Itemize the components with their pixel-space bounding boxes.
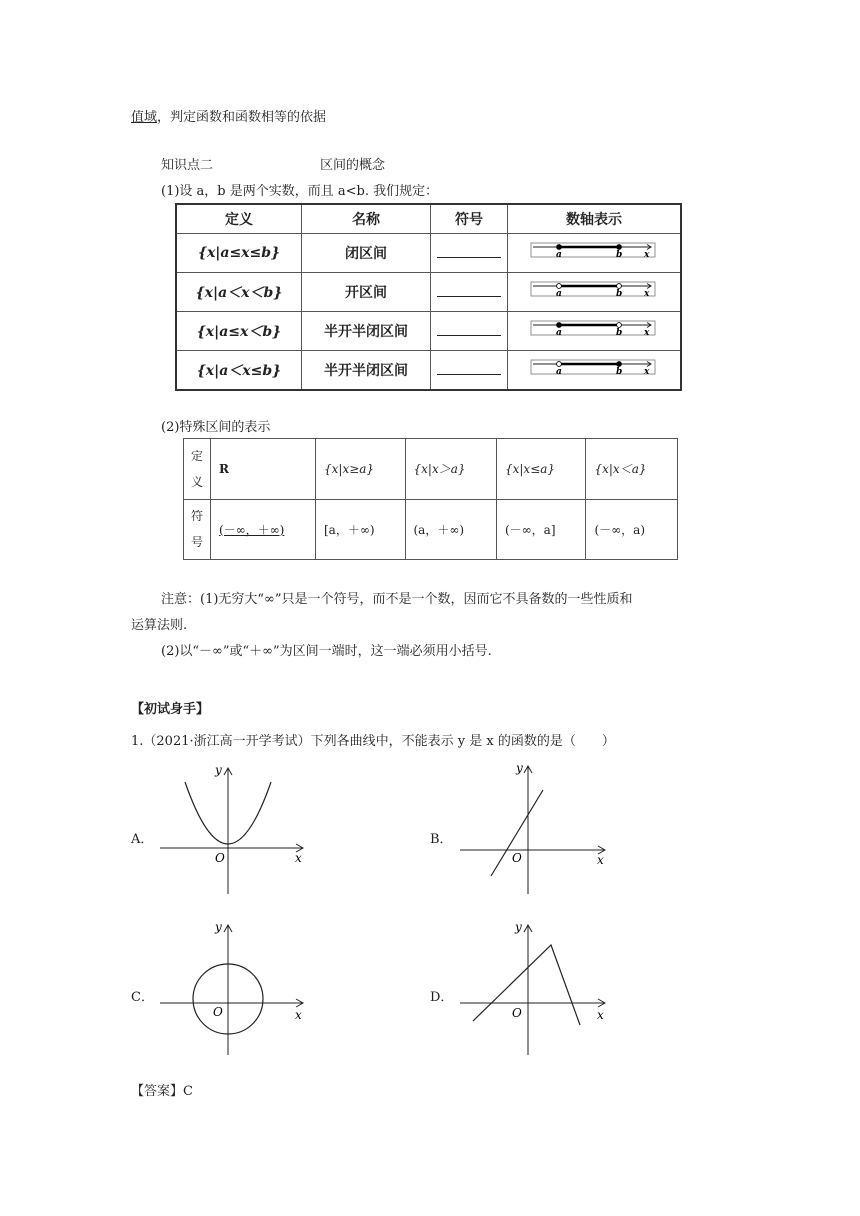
number-line	[529, 240, 659, 262]
number-line	[529, 279, 659, 301]
endpoint-b	[617, 323, 622, 328]
origin-label: O	[512, 851, 522, 865]
origin-label: O	[215, 851, 225, 865]
kp2-label: 知识点二	[161, 158, 214, 173]
table-row	[176, 273, 681, 312]
row-name: 闭区间	[302, 234, 431, 273]
label-b: b	[616, 328, 623, 338]
special-interval-table	[183, 438, 678, 560]
sym-cell: (－∞，＋∞)	[211, 499, 316, 560]
x-axis-label: x	[597, 1008, 604, 1022]
row-set: {x|a＜x≤b}	[176, 351, 302, 391]
number-line	[529, 318, 659, 340]
label-a: a	[556, 328, 562, 338]
number-line-frame	[531, 282, 655, 296]
row-name: 半开半闭区间	[302, 351, 431, 391]
label-x: x	[644, 289, 650, 299]
paragraph-1: (1)设 a，b 是两个实数，而且 a<b. 我们规定：	[161, 184, 439, 199]
row-number-line	[508, 351, 682, 391]
row-symbol-blank	[431, 273, 508, 312]
label-a: a	[556, 250, 562, 260]
y-axis-label: y	[516, 761, 523, 775]
y-axis-label: y	[515, 920, 522, 934]
option-a-label: A．	[131, 832, 154, 847]
endpoint-b	[617, 284, 622, 289]
row-name: 半开半闭区间	[302, 312, 431, 351]
graph-d-broken-line	[455, 915, 615, 1060]
number-line-frame	[531, 360, 655, 374]
sym-cell: (a，＋∞)	[405, 499, 496, 560]
y-axis-label: y	[215, 920, 222, 934]
header-definition: 定义	[176, 204, 302, 234]
table-row	[184, 439, 678, 500]
interval-table-header	[176, 204, 681, 234]
table-row	[176, 234, 681, 273]
interval-table	[175, 203, 682, 391]
y-axis-label: y	[215, 763, 222, 777]
x-axis-label: x	[597, 853, 604, 867]
def-cell: {x|x≥a}	[316, 439, 406, 500]
row-name: 开区间	[302, 273, 431, 312]
endpoint-b	[617, 362, 622, 367]
table-row	[184, 499, 678, 560]
def-cell: {x|x≤a}	[496, 439, 586, 500]
question-1: 1.（2021·浙江高一开学考试）下列各曲线中，不能表示 y 是 x 的函数的是（ ）	[131, 734, 615, 749]
header-name: 名称	[302, 204, 431, 234]
definition-label: 定 义	[184, 439, 211, 500]
kp2-title: 区间的概念	[320, 158, 386, 173]
option-c-label: C．	[131, 990, 154, 1005]
sym-cell: [a，＋∞)	[316, 499, 406, 560]
def-cell: {x|x＜a}	[586, 439, 678, 500]
row-number-line	[508, 273, 682, 312]
row-symbol-blank	[431, 234, 508, 273]
section-heading: 【初试身手】	[131, 702, 210, 717]
endpoint-a	[557, 362, 562, 367]
label-x: x	[644, 328, 650, 338]
label-x: x	[644, 250, 650, 260]
row-set: {x|a≤x＜b}	[176, 312, 302, 351]
def-cell: R	[211, 439, 316, 500]
label-a: a	[556, 367, 562, 377]
endpoint-a	[557, 284, 562, 289]
graph-b-line	[455, 758, 615, 898]
endpoint-a	[557, 323, 562, 328]
def-cell: {x|x＞a}	[405, 439, 496, 500]
row-set: {x|a≤x≤b}	[176, 234, 302, 273]
graph-c-circle	[155, 915, 315, 1060]
origin-label: O	[213, 1005, 223, 1019]
option-d-label: D．	[430, 990, 454, 1005]
x-axis-label: x	[295, 851, 302, 865]
number-line-frame	[531, 321, 655, 335]
note-1-cont: 运算法则.	[131, 618, 188, 633]
row-set: {x|a＜x＜b}	[176, 273, 302, 312]
option-b-label: B．	[430, 832, 453, 847]
x-axis-label: x	[295, 1008, 302, 1022]
table-row	[176, 351, 681, 391]
label-x: x	[644, 367, 650, 377]
origin-label: O	[512, 1006, 522, 1020]
paragraph-2: (2)特殊区间的表示	[161, 420, 271, 435]
note-1: 注意：(1)无穷大“∞”只是一个符号，而不是一个数，因而它不具备数的一些性质和	[161, 592, 633, 607]
intro-line	[131, 106, 326, 125]
endpoint-b	[617, 245, 622, 250]
table-row	[176, 312, 681, 351]
answer: 【答案】C	[131, 1084, 193, 1099]
number-line	[529, 357, 659, 379]
label-a: a	[556, 289, 562, 299]
endpoint-a	[557, 245, 562, 250]
sym-cell: (－∞，a)	[586, 499, 678, 560]
intro-text: ，判定函数和函数相等的依据	[157, 110, 327, 125]
row-number-line	[508, 312, 682, 351]
number-line-frame	[531, 243, 655, 257]
header-number-line: 数轴表示	[508, 204, 682, 234]
row-number-line	[508, 234, 682, 273]
row-symbol-blank	[431, 312, 508, 351]
label-b: b	[616, 250, 623, 260]
note-2: (2)以“－∞”或“＋∞”为区间一端时，这一端必须用小括号.	[161, 644, 492, 659]
symbol-label: 符 号	[184, 499, 211, 560]
graph-a-parabola	[155, 758, 315, 898]
row-symbol-blank	[431, 351, 508, 391]
header-symbol: 符号	[431, 204, 508, 234]
label-b: b	[616, 289, 623, 299]
intro-underlined: 值域	[131, 110, 158, 125]
label-b: b	[616, 367, 623, 377]
sym-cell: (－∞，a]	[496, 499, 586, 560]
